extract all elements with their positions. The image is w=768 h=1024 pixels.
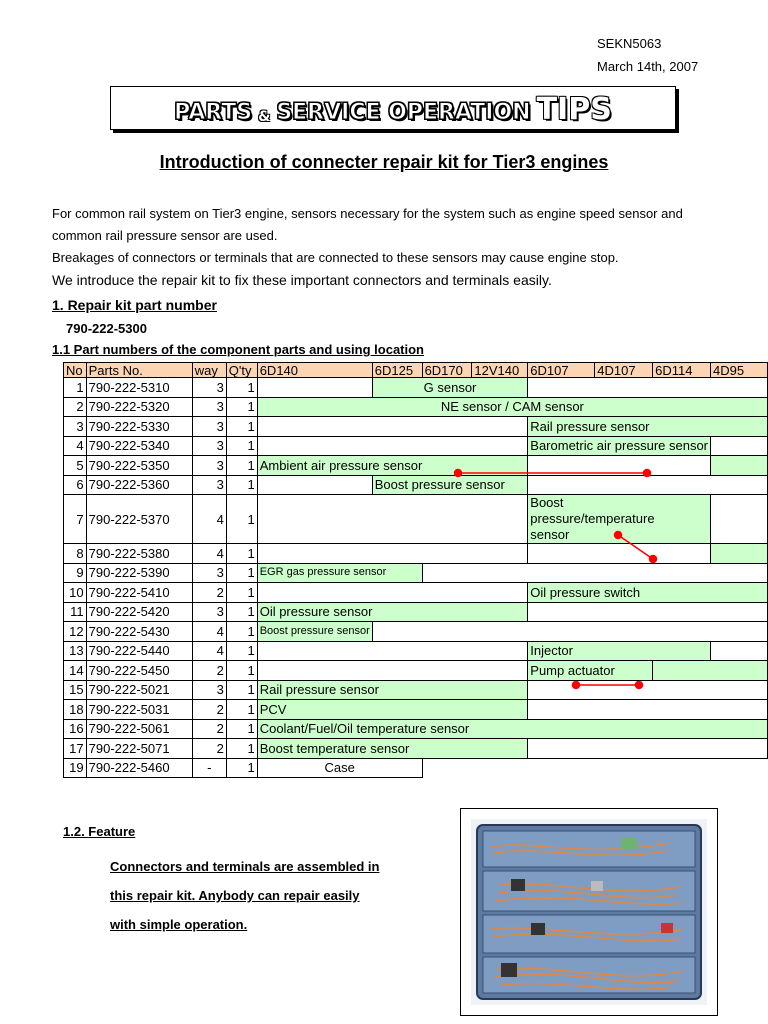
row-way: 4 <box>192 544 226 564</box>
row-no: 4 <box>64 436 87 456</box>
row-way: 3 <box>192 475 226 495</box>
table-row <box>64 680 768 700</box>
row-part-no: 790-222-5360 <box>86 475 192 495</box>
row-no: 16 <box>64 719 87 739</box>
row-no: 18 <box>64 700 87 720</box>
row-way: 3 <box>192 436 226 456</box>
row-part-no: 790-222-5420 <box>86 602 192 622</box>
row-way: 2 <box>192 661 226 681</box>
kit-part-number: 790-222-5300 <box>66 321 147 336</box>
row-part-no: 790-222-5330 <box>86 417 192 437</box>
row-qty: 1 <box>226 602 257 622</box>
usage-label: Case <box>257 758 422 778</box>
row-qty: 1 <box>226 495 257 544</box>
feature-line-1: Connectors and terminals are assembled in <box>110 859 380 874</box>
row-qty: 1 <box>226 456 257 476</box>
usage-cell <box>257 583 528 603</box>
row-no: 10 <box>64 583 87 603</box>
header-6d114: 6D114 <box>653 363 711 378</box>
usage-label: EGR gas pressure sensor <box>257 563 422 583</box>
parts-table <box>63 362 768 778</box>
section-1-2-heading: 1.2. Feature <box>63 824 136 839</box>
banner-service: SERVICE OPERATION <box>276 100 531 125</box>
usage-label: Rail pressure sensor <box>257 680 528 700</box>
section-1-1-heading: 1.1 Part numbers of the component parts and using location <box>52 342 424 357</box>
row-way: 3 <box>192 602 226 622</box>
title-banner <box>110 86 676 130</box>
row-way: 2 <box>192 700 226 720</box>
row-no: 2 <box>64 397 87 417</box>
row-part-no: 790-222-5430 <box>86 622 192 642</box>
usage-label: Rail pressure sensor <box>528 417 768 437</box>
usage-cell <box>257 378 372 398</box>
usage-label: G sensor <box>372 378 528 398</box>
table-row <box>64 563 768 583</box>
usage-cell <box>528 739 768 759</box>
table-row <box>64 583 768 603</box>
table-row <box>64 436 768 456</box>
row-qty: 1 <box>226 739 257 759</box>
usage-cell <box>711 436 768 456</box>
usage-cell <box>528 475 768 495</box>
table-row <box>64 544 768 564</box>
row-way: 4 <box>192 622 226 642</box>
header-qty: Q'ty <box>226 363 257 378</box>
usage-label: Barometric air pressure sensor <box>528 436 711 456</box>
row-qty: 1 <box>226 700 257 720</box>
row-way: 3 <box>192 397 226 417</box>
header-6d107: 6D107 <box>528 363 595 378</box>
row-no: 19 <box>64 758 87 778</box>
usage-cell <box>528 700 768 720</box>
row-way: 4 <box>192 495 226 544</box>
row-way: 3 <box>192 563 226 583</box>
row-qty: 1 <box>226 436 257 456</box>
table-row <box>64 495 768 544</box>
header-parts-no: Parts No. <box>86 363 192 378</box>
usage-label: Coolant/Fuel/Oil temperature sensor <box>257 719 767 739</box>
row-way: 2 <box>192 583 226 603</box>
row-qty: 1 <box>226 641 257 661</box>
row-way: 3 <box>192 378 226 398</box>
header-6d170: 6D170 <box>422 363 472 378</box>
row-no: 1 <box>64 378 87 398</box>
usage-cell <box>711 456 768 476</box>
row-qty: 1 <box>226 544 257 564</box>
header-4d107: 4D107 <box>595 363 653 378</box>
usage-label: Boost temperature sensor <box>257 739 528 759</box>
intro-paragraph <box>52 203 732 291</box>
row-qty: 1 <box>226 719 257 739</box>
usage-cell <box>711 641 768 661</box>
intro-line-2: common rail pressure sensor are used. <box>52 228 278 243</box>
row-no: 13 <box>64 641 87 661</box>
usage-cell <box>422 563 767 583</box>
row-part-no: 790-222-5061 <box>86 719 192 739</box>
usage-cell <box>372 622 767 642</box>
usage-cell <box>257 417 528 437</box>
header-no: No <box>64 363 87 378</box>
usage-cell <box>711 495 768 544</box>
table-row <box>64 641 768 661</box>
header-4d95: 4D95 <box>711 363 768 378</box>
usage-label: Boost pressure sensor <box>257 622 372 642</box>
row-no: 5 <box>64 456 87 476</box>
row-qty: 1 <box>226 758 257 778</box>
row-part-no: 790-222-5380 <box>86 544 192 564</box>
feature-line-3: with simple operation. <box>110 917 248 932</box>
table-header-row <box>64 363 768 378</box>
row-part-no: 790-222-5320 <box>86 397 192 417</box>
table-row <box>64 719 768 739</box>
table-row <box>64 758 768 778</box>
row-no: 6 <box>64 475 87 495</box>
usage-label: PCV <box>257 700 528 720</box>
row-qty: 1 <box>226 397 257 417</box>
table-row <box>64 378 768 398</box>
usage-cell <box>528 544 711 564</box>
row-qty: 1 <box>226 378 257 398</box>
row-way: 3 <box>192 456 226 476</box>
row-part-no: 790-222-5031 <box>86 700 192 720</box>
document-date: March 14th, 2007 <box>597 59 699 74</box>
row-way: 3 <box>192 417 226 437</box>
intro-line-1: For common rail system on Tier3 engine, sensors necessary for the system such as engine speed sensor and <box>52 206 683 221</box>
row-way: 3 <box>192 680 226 700</box>
row-part-no: 790-222-5021 <box>86 680 192 700</box>
row-way: 4 <box>192 641 226 661</box>
row-part-no: 790-222-5350 <box>86 456 192 476</box>
usage-label: Boost pressure sensor <box>372 475 528 495</box>
usage-cell <box>257 475 372 495</box>
row-qty: 1 <box>226 661 257 681</box>
usage-cell <box>257 495 528 544</box>
section-1-heading: 1. Repair kit part number <box>52 297 217 313</box>
usage-label: Oil pressure sensor <box>257 602 528 622</box>
banner-amp: & <box>258 109 271 125</box>
usage-cell <box>653 661 768 681</box>
header-way: way <box>192 363 226 378</box>
usage-label: NE sensor / CAM sensor <box>257 397 767 417</box>
row-qty: 1 <box>226 417 257 437</box>
document-title: Introduction of connecter repair kit for Tier3 engines <box>159 152 609 172</box>
row-part-no: 790-222-5310 <box>86 378 192 398</box>
table-row <box>64 622 768 642</box>
row-qty: 1 <box>226 622 257 642</box>
table-row <box>64 602 768 622</box>
usage-label: Ambient air pressure sensor <box>257 456 528 476</box>
row-no: 7 <box>64 495 87 544</box>
table-row <box>64 417 768 437</box>
usage-cell <box>711 544 768 564</box>
table-row <box>64 397 768 417</box>
table-row <box>64 456 768 476</box>
row-part-no: 790-222-5440 <box>86 641 192 661</box>
usage-label: Pump actuator <box>528 661 653 681</box>
row-no: 8 <box>64 544 87 564</box>
row-no: 3 <box>64 417 87 437</box>
banner-parts: PARTS <box>174 100 253 125</box>
row-way: - <box>192 758 226 778</box>
row-qty: 1 <box>226 475 257 495</box>
table-row <box>64 700 768 720</box>
usage-label: Injector <box>528 641 711 661</box>
document-id: SEKN5063 <box>597 36 662 51</box>
usage-cell <box>257 544 528 564</box>
usage-cell <box>528 680 768 700</box>
usage-cell <box>257 661 528 681</box>
row-no: 15 <box>64 680 87 700</box>
usage-cell <box>528 602 768 622</box>
row-no: 9 <box>64 563 87 583</box>
row-part-no: 790-222-5460 <box>86 758 192 778</box>
row-way: 2 <box>192 739 226 759</box>
usage-label-text: Boost pressure/temperature sensor <box>530 495 655 542</box>
usage-cell <box>528 456 711 476</box>
table-row <box>64 739 768 759</box>
usage-cell <box>257 436 528 456</box>
row-part-no: 790-222-5450 <box>86 661 192 681</box>
usage-label: Oil pressure switch <box>528 583 768 603</box>
row-part-no: 790-222-5390 <box>86 563 192 583</box>
row-no: 14 <box>64 661 87 681</box>
usage-cell <box>528 378 768 398</box>
intro-line-3: Breakages of connectors or terminals that are connected to these sensors may cause engine stop. <box>52 250 619 265</box>
table-row <box>64 475 768 495</box>
repair-kit-photo <box>471 819 707 1005</box>
feature-line-2: this repair kit. Anybody can repair easily <box>110 888 360 903</box>
row-way: 2 <box>192 719 226 739</box>
table-row <box>64 661 768 681</box>
banner-tips: TIPS <box>536 92 612 127</box>
repair-kit-photo-frame <box>460 808 718 1016</box>
intro-line-4: We introduce the repair kit to fix these important connectors and terminals easily. <box>52 272 552 288</box>
row-part-no: 790-222-5370 <box>86 495 192 544</box>
empty-cell <box>422 758 767 778</box>
usage-label <box>528 495 711 544</box>
row-no: 11 <box>64 602 87 622</box>
row-part-no: 790-222-5071 <box>86 739 192 759</box>
row-qty: 1 <box>226 563 257 583</box>
row-no: 12 <box>64 622 87 642</box>
header-12v140: 12V140 <box>472 363 528 378</box>
row-part-no: 790-222-5340 <box>86 436 192 456</box>
row-qty: 1 <box>226 583 257 603</box>
row-part-no: 790-222-5410 <box>86 583 192 603</box>
row-no: 17 <box>64 739 87 759</box>
header-6d140: 6D140 <box>257 363 372 378</box>
row-qty: 1 <box>226 680 257 700</box>
header-6d125: 6D125 <box>372 363 422 378</box>
usage-cell <box>257 641 528 661</box>
feature-text <box>110 852 450 939</box>
